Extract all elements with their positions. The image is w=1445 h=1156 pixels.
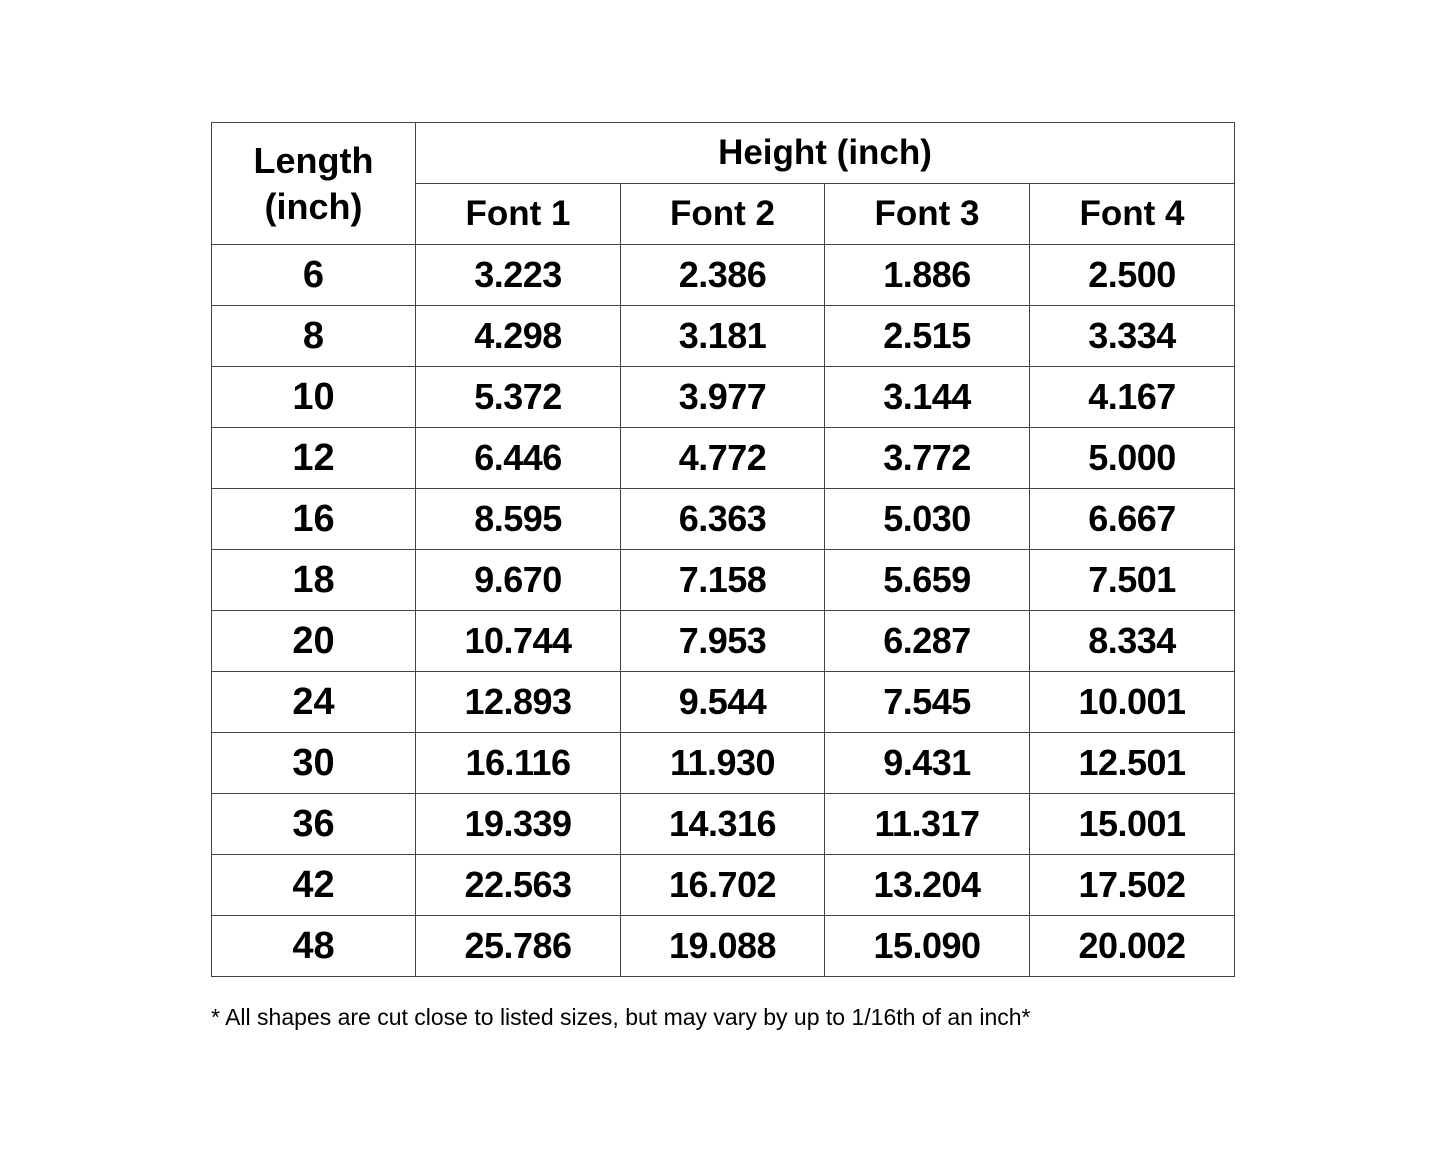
- height-cell-font-4: 3.334: [1030, 306, 1235, 367]
- length-cell: 36: [212, 794, 416, 855]
- height-cell-font-3: 15.090: [825, 916, 1030, 977]
- height-cell-font-1: 6.446: [416, 428, 621, 489]
- height-cell-font-2: 16.702: [621, 855, 825, 916]
- length-cell: 8: [212, 306, 416, 367]
- height-cell-font-4: 2.500: [1030, 245, 1235, 306]
- length-cell: 16: [212, 489, 416, 550]
- height-cell-font-2: 4.772: [621, 428, 825, 489]
- length-cell: 12: [212, 428, 416, 489]
- height-cell-font-1: 19.339: [416, 794, 621, 855]
- height-cell-font-2: 19.088: [621, 916, 825, 977]
- table-row: [212, 428, 1235, 489]
- height-cell-font-4: 12.501: [1030, 733, 1235, 794]
- height-cell-font-2: 3.181: [621, 306, 825, 367]
- height-cell-font-1: 25.786: [416, 916, 621, 977]
- height-cell-font-3: 5.030: [825, 489, 1030, 550]
- height-cell-font-4: 7.501: [1030, 550, 1235, 611]
- length-header-line-1: Length: [253, 139, 374, 181]
- header-row-top: [212, 123, 1235, 184]
- height-group-header: Height (inch): [416, 123, 1235, 184]
- height-cell-font-4: 5.000: [1030, 428, 1235, 489]
- height-cell-font-2: 11.930: [621, 733, 825, 794]
- font-2-header: Font 2: [621, 184, 825, 245]
- length-cell: 10: [212, 367, 416, 428]
- height-cell-font-2: 14.316: [621, 794, 825, 855]
- height-cell-font-1: 12.893: [416, 672, 621, 733]
- table-row: [212, 672, 1235, 733]
- table-row: [212, 550, 1235, 611]
- height-cell-font-2: 7.158: [621, 550, 825, 611]
- length-cell: 30: [212, 733, 416, 794]
- height-cell-font-3: 9.431: [825, 733, 1030, 794]
- length-header-line-2: (inch): [264, 185, 363, 227]
- height-cell-font-4: 10.001: [1030, 672, 1235, 733]
- height-cell-font-2: 3.977: [621, 367, 825, 428]
- table-header: [212, 123, 1235, 245]
- table-row: [212, 855, 1235, 916]
- height-cell-font-3: 13.204: [825, 855, 1030, 916]
- height-cell-font-3: 5.659: [825, 550, 1030, 611]
- height-cell-font-4: 17.502: [1030, 855, 1235, 916]
- footnote: * All shapes are cut close to listed sizes, but may vary by up to 1/16th of an inch*: [211, 1004, 1031, 1030]
- length-cell: 42: [212, 855, 416, 916]
- height-cell-font-4: 20.002: [1030, 916, 1235, 977]
- height-cell-font-2: 7.953: [621, 611, 825, 672]
- height-cell-font-1: 5.372: [416, 367, 621, 428]
- height-cell-font-3: 6.287: [825, 611, 1030, 672]
- table-row: [212, 306, 1235, 367]
- height-cell-font-4: 6.667: [1030, 489, 1235, 550]
- height-cell-font-4: 8.334: [1030, 611, 1235, 672]
- table-row: [212, 733, 1235, 794]
- height-cell-font-1: 3.223: [416, 245, 621, 306]
- height-cell-font-1: 22.563: [416, 855, 621, 916]
- length-column-header: [212, 123, 416, 245]
- table-row: [212, 794, 1235, 855]
- table-body: [212, 245, 1235, 977]
- length-cell: 48: [212, 916, 416, 977]
- length-cell: 24: [212, 672, 416, 733]
- height-cell-font-2: 9.544: [621, 672, 825, 733]
- size-chart-table: [211, 122, 1235, 977]
- table-row: [212, 245, 1235, 306]
- height-cell-font-3: 11.317: [825, 794, 1030, 855]
- font-1-header: Font 1: [416, 184, 621, 245]
- height-cell-font-4: 15.001: [1030, 794, 1235, 855]
- table-row: [212, 611, 1235, 672]
- height-cell-font-3: 3.144: [825, 367, 1030, 428]
- height-cell-font-4: 4.167: [1030, 367, 1235, 428]
- height-cell-font-3: 3.772: [825, 428, 1030, 489]
- length-cell: 18: [212, 550, 416, 611]
- height-cell-font-1: 8.595: [416, 489, 621, 550]
- font-4-header: Font 4: [1030, 184, 1235, 245]
- height-cell-font-3: 7.545: [825, 672, 1030, 733]
- height-cell-font-1: 4.298: [416, 306, 621, 367]
- height-cell-font-2: 6.363: [621, 489, 825, 550]
- length-cell: 20: [212, 611, 416, 672]
- height-cell-font-3: 1.886: [825, 245, 1030, 306]
- table-row: [212, 916, 1235, 977]
- table-row: [212, 367, 1235, 428]
- height-cell-font-1: 16.116: [416, 733, 621, 794]
- height-cell-font-1: 10.744: [416, 611, 621, 672]
- height-cell-font-2: 2.386: [621, 245, 825, 306]
- height-cell-font-3: 2.515: [825, 306, 1030, 367]
- font-3-header: Font 3: [825, 184, 1030, 245]
- length-cell: 6: [212, 245, 416, 306]
- height-cell-font-1: 9.670: [416, 550, 621, 611]
- table-row: [212, 489, 1235, 550]
